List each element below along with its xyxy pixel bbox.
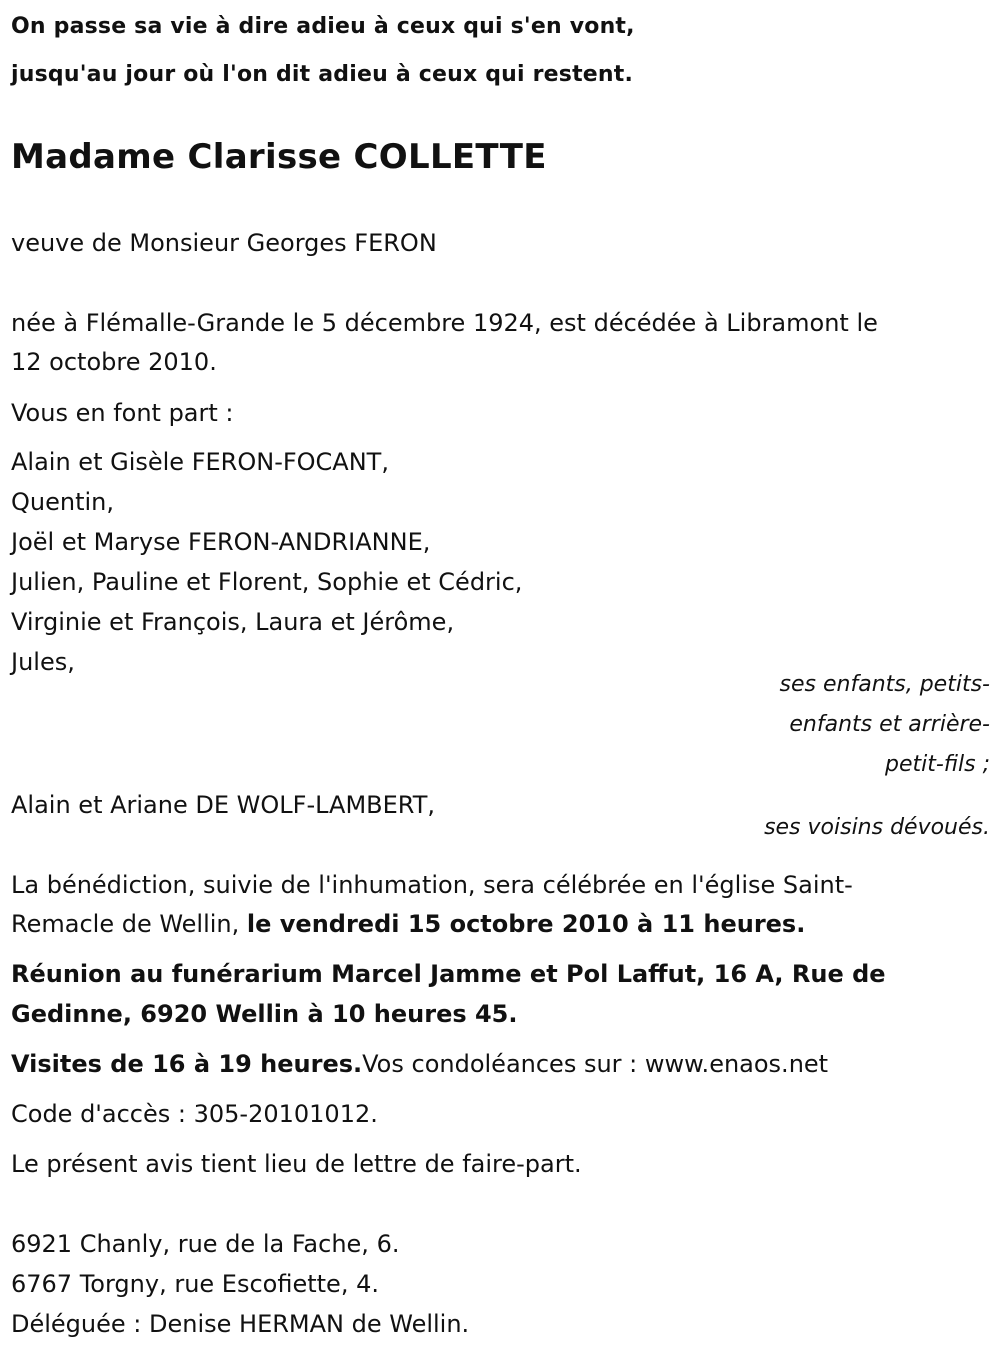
epigraph-line-1: On passe sa vie à dire adieu à ceux qui s'en vont,: [11, 14, 635, 39]
visits-line: [11, 1049, 828, 1079]
announcement-intro: Vous en font part :: [11, 399, 234, 427]
family-member: Alain et Gisèle FERON-FOCANT,: [11, 448, 389, 476]
birth-death-line-2: 12 octobre 2010.: [11, 348, 217, 376]
ceremony-date: le vendredi 15 octobre 2010 à 11 heures.: [246, 910, 806, 938]
family-member: Joël et Maryse FERON-ANDRIANNE,: [11, 528, 431, 556]
family-member: Jules,: [11, 648, 75, 676]
family-relation: ses enfants, petits-: [779, 672, 990, 697]
visits-hours: Visites de 16 à 19 heures.: [11, 1050, 363, 1078]
widow-of: veuve de Monsieur Georges FERON: [11, 229, 437, 257]
neighbors: Alain et Ariane DE WOLF-LAMBERT,: [11, 791, 435, 819]
delegate: Déléguée : Denise HERMAN de Wellin.: [11, 1310, 470, 1338]
family-member: Quentin,: [11, 488, 114, 516]
birth-death-line-1: née à Flémalle-Grande le 5 décembre 1924, est décédée à Libramont le: [11, 309, 878, 337]
deceased-name: Madame Clarisse COLLETTE: [11, 137, 547, 177]
ceremony-line-1: La bénédiction, suivie de l'inhumation, sera célébrée en l'église Saint-: [11, 871, 853, 899]
address: 6767 Torgny, rue Escofiette, 4.: [11, 1270, 379, 1298]
neighbors-relation: ses voisins dévoués.: [764, 815, 990, 840]
access-code: Code d'accès : 305-20101012.: [11, 1100, 378, 1128]
condolences: Vos condoléances sur : www.enaos.net: [362, 1050, 829, 1078]
epigraph-line-2: jusqu'au jour où l'on dit adieu à ceux qui restent.: [11, 62, 634, 87]
notice: Le présent avis tient lieu de lettre de faire-part.: [11, 1150, 582, 1178]
meeting-line-1: Réunion au funérarium Marcel Jamme et Pol Laffut, 16 A, Rue de: [11, 960, 886, 988]
family-relation: enfants et arrière-: [789, 712, 990, 737]
family-member: Julien, Pauline et Florent, Sophie et Cédric,: [11, 568, 523, 596]
family-member: Virginie et François, Laura et Jérôme,: [11, 608, 455, 636]
meeting-line-2: Gedinne, 6920 Wellin à 10 heures 45.: [11, 1000, 518, 1028]
family-relation: petit-fils ;: [885, 752, 990, 777]
address: 6921 Chanly, rue de la Fache, 6.: [11, 1230, 400, 1258]
ceremony-line-2: [11, 909, 805, 939]
ceremony-location: Remacle de Wellin,: [11, 910, 247, 938]
